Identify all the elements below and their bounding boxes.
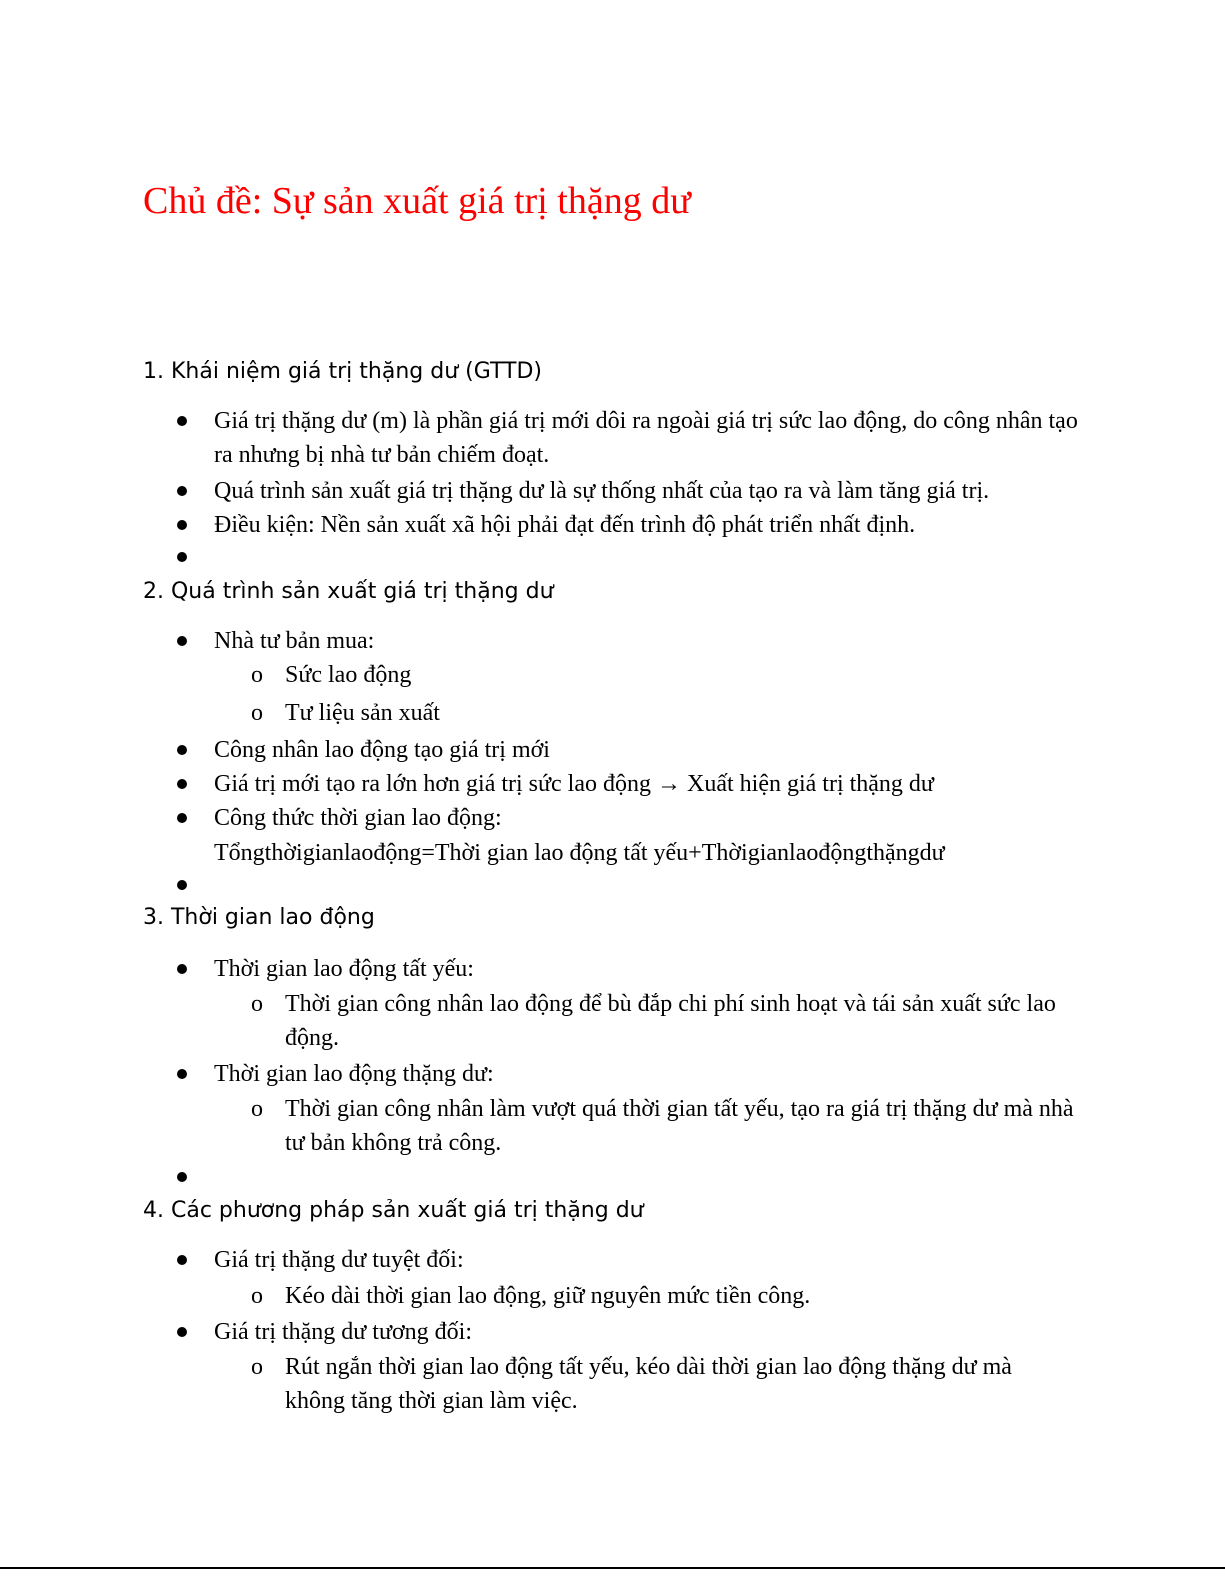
list-item: Thời gian lao động thặng dư: [214, 1061, 494, 1087]
sub-list-item: Thời gian công nhân lao động để bù đắp chi phí sinh hoạt và tái sản xuất sức lao động. [285, 991, 1056, 1051]
list-item: Giá trị thặng dư tuyệt đối: [214, 1247, 464, 1273]
list-item: Giá trị thặng dư tương đối: [214, 1319, 473, 1345]
formula: Tổngthờigianlaođộng=Thời gian lao động tất yếu+Thờigianlaođộngthặngdư [214, 840, 945, 866]
sub-list-item: Tư liệu sản xuất [285, 700, 440, 726]
page-title: Chủ đề: Sự sản xuất giá trị thặng dư [143, 180, 691, 222]
hollow-bullet-icon: o [251, 1283, 263, 1309]
section-heading-3: 3. Thời gian lao động [143, 905, 375, 930]
bullet-icon [177, 1255, 187, 1265]
sub-list-item: Sức lao động [285, 662, 412, 688]
sub-list-item: Kéo dài thời gian lao động, giữ nguyên mức tiền công. [285, 1283, 811, 1309]
hollow-bullet-icon: o [251, 991, 263, 1017]
list-item: Quá trình sản xuất giá trị thặng dư là sự thống nhất của tạo ra và làm tăng giá trị. [214, 478, 990, 504]
bullet-icon [177, 416, 187, 426]
hollow-bullet-icon: o [251, 1354, 263, 1380]
sub-list-item: Thời gian công nhân làm vượt quá thời gian tất yếu, tạo ra giá trị thặng dư mà nhà tư bản không trả công. [285, 1096, 1074, 1156]
page-divider [0, 1567, 1225, 1569]
bullet-icon [177, 636, 187, 646]
list-item: Công thức thời gian lao động: [214, 805, 502, 831]
list-item: Điều kiện: Nền sản xuất xã hội phải đạt đến trình độ phát triển nhất định. [214, 512, 916, 538]
list-item: Công nhân lao động tạo giá trị mới [214, 737, 550, 763]
sub-list-item: Rút ngắn thời gian lao động tất yếu, kéo dài thời gian lao động thặng dư mà không tăng thời gian làm việc. [285, 1354, 1012, 1414]
bullet-icon [177, 520, 187, 530]
bullet-icon [177, 779, 187, 789]
hollow-bullet-icon: o [251, 1096, 263, 1122]
bullet-icon [177, 880, 187, 890]
section-heading-4: 4. Các phương pháp sản xuất giá trị thặng dư [143, 1198, 644, 1223]
list-item: Giá trị mới tạo ra lớn hơn giá trị sức lao động → Xuất hiện giá trị thặng dư [214, 771, 934, 797]
bullet-icon [177, 552, 187, 562]
bullet-icon [177, 964, 187, 974]
list-item: Thời gian lao động tất yếu: [214, 956, 474, 982]
list-item: Giá trị thặng dư (m) là phần giá trị mới dôi ra ngoài giá trị sức lao động, do công nhân tạo ra nhưng bị nhà tư bản chiếm đoạt. [214, 408, 1078, 468]
section-heading-2: 2. Quá trình sản xuất giá trị thặng dư [143, 579, 554, 604]
hollow-bullet-icon: o [251, 700, 263, 726]
bullet-icon [177, 486, 187, 496]
bullet-icon [177, 1069, 187, 1079]
section-heading-1: 1. Khái niệm giá trị thặng dư (GTTD) [143, 359, 542, 384]
bullet-icon [177, 745, 187, 755]
list-item: Nhà tư bản mua: [214, 628, 375, 654]
bullet-icon [177, 813, 187, 823]
hollow-bullet-icon: o [251, 662, 263, 688]
bullet-icon [177, 1172, 187, 1182]
bullet-icon [177, 1327, 187, 1337]
